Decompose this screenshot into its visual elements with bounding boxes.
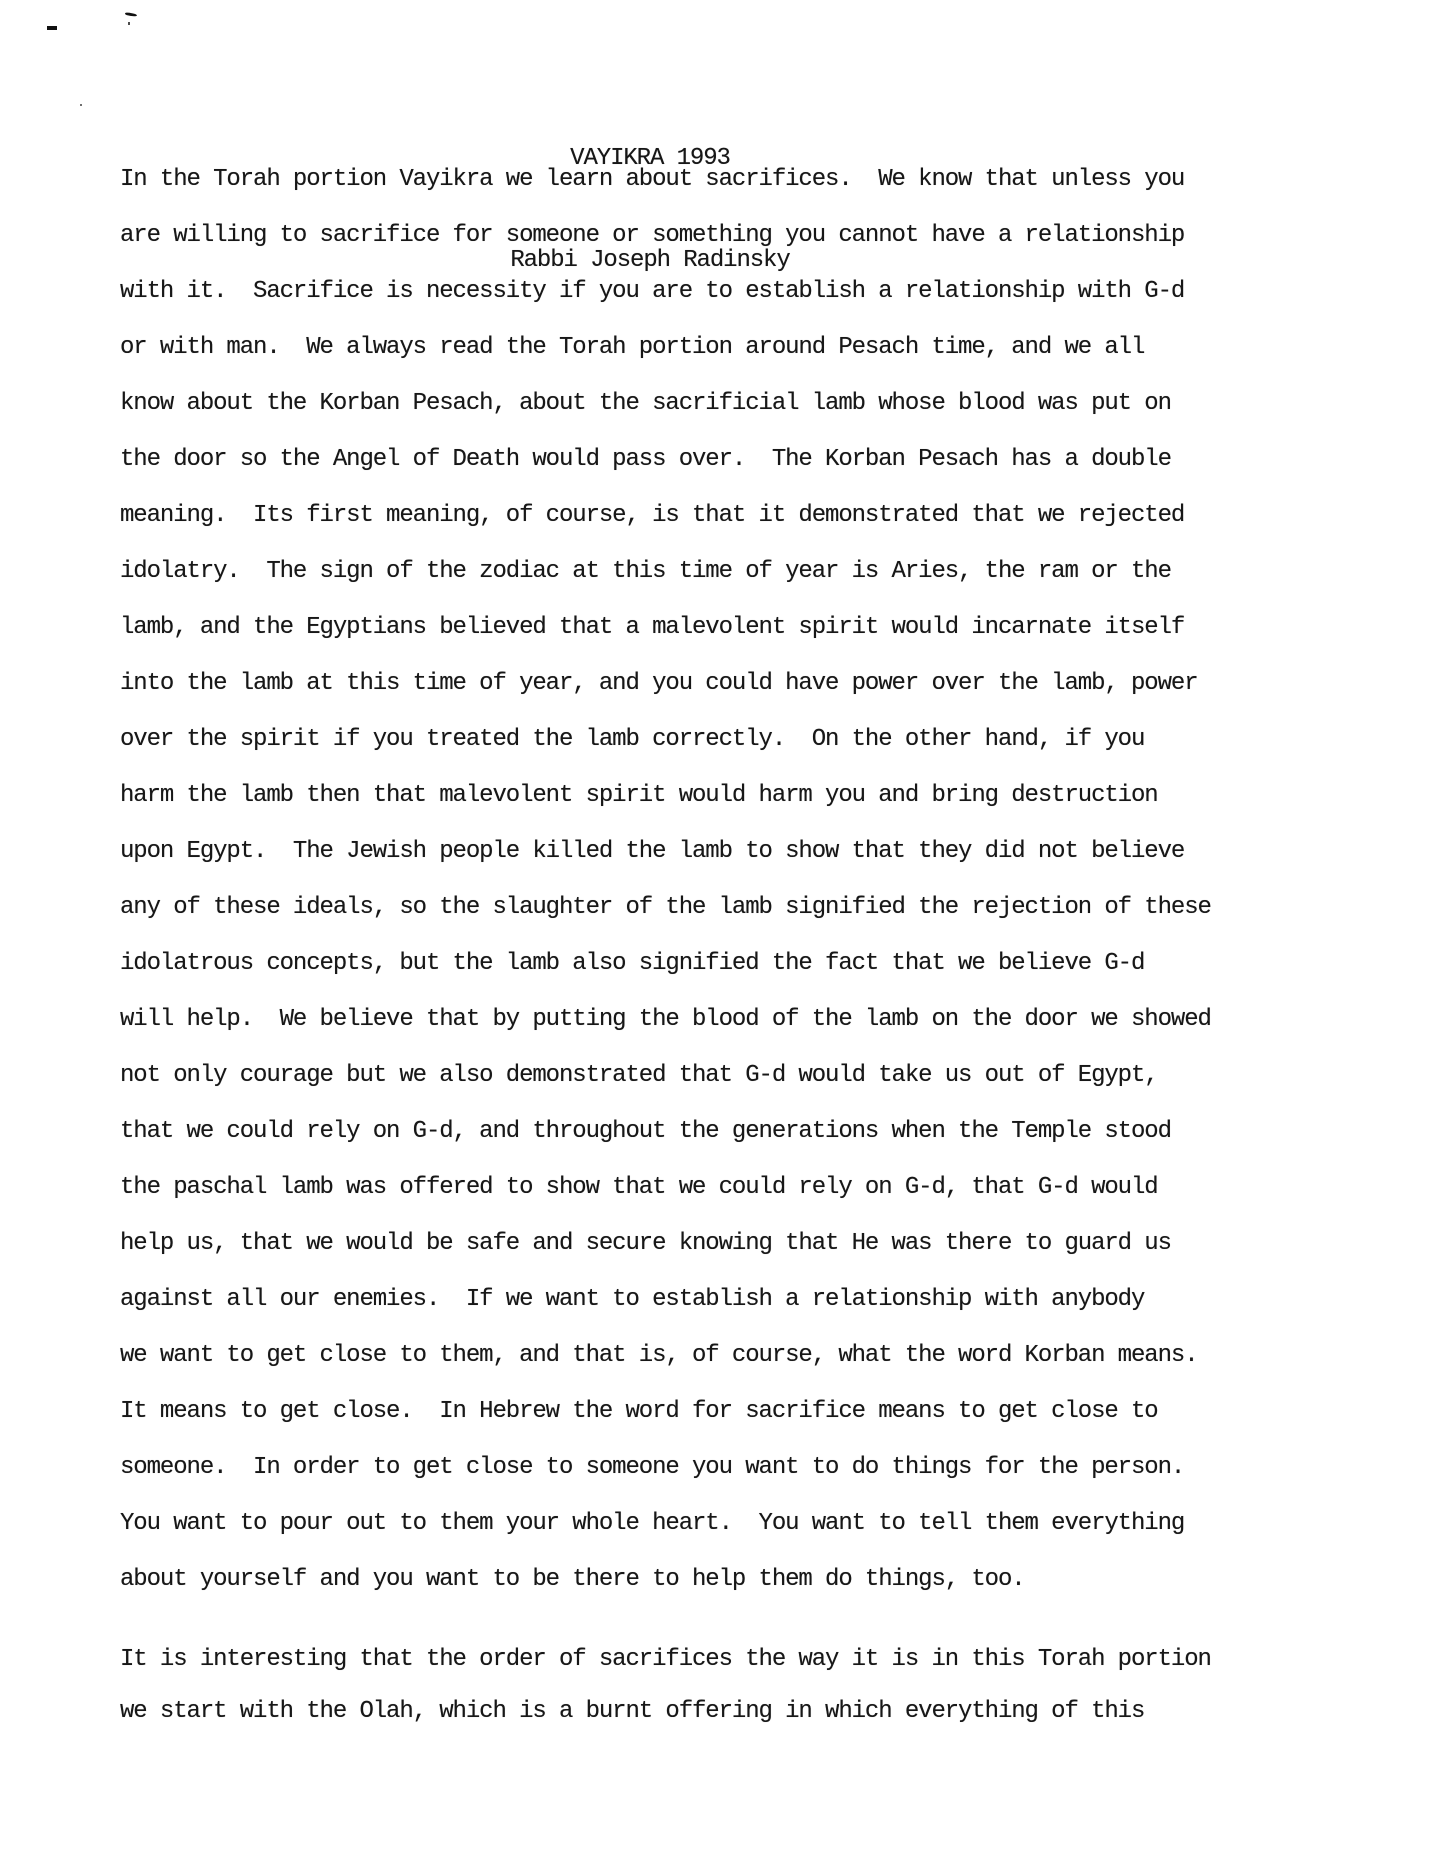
text-line: over the spirit if you treated the lamb correctly. On the other hand, if you [120, 726, 1145, 753]
scan-artifact-tilde [125, 12, 137, 17]
text-line: It is interesting that the order of sacrifices the way it is in this Torah portion [120, 1646, 1211, 1673]
text-line: You want to pour out to them your whole heart. You want to tell them everything [120, 1510, 1185, 1537]
document-body [120, 152, 1211, 1738]
text-line: lamb, and the Egyptians believed that a malevolent spirit would incarnate itself [120, 614, 1185, 641]
document-title: VAYIKRA 1993 [570, 145, 730, 172]
text-line: against all our enemies. If we want to establish a relationship with anybody [120, 1286, 1145, 1313]
scan-artifact-dot [128, 22, 130, 25]
text-line: help us, that we would be safe and secure knowing that He was there to guard us [120, 1230, 1171, 1257]
text-line: we start with the Olah, which is a burnt offering in which everything of this [120, 1698, 1145, 1725]
text-line: the paschal lamb was offered to show that we could rely on G-d, that G-d would [120, 1174, 1158, 1201]
text-line: with it. Sacrifice is necessity if you are to establish a relationship with G-d [120, 278, 1185, 305]
scan-artifact-dash [47, 26, 57, 30]
scan-artifact-dot [80, 104, 82, 106]
text-line: It means to get close. In Hebrew the word for sacrifice means to get close to [120, 1398, 1158, 1425]
text-line: the door so the Angel of Death would pass over. The Korban Pesach has a double [120, 446, 1171, 473]
text-line: any of these ideals, so the slaughter of the lamb signified the rejection of these [120, 894, 1211, 921]
text-line: harm the lamb then that malevolent spirit would harm you and bring destruction [120, 782, 1158, 809]
text-line: not only courage but we also demonstrated that G-d would take us out of Egypt, [120, 1062, 1158, 1089]
text-line: someone. In order to get close to someone you want to do things for the person. [120, 1454, 1185, 1481]
text-line: into the lamb at this time of year, and you could have power over the lamb, power [120, 670, 1198, 697]
document-author: Rabbi Joseph Radinsky [510, 247, 790, 274]
paragraph-sacrifices [120, 152, 1211, 1608]
text-line: upon Egypt. The Jewish people killed the lamb to show that they did not believe [120, 838, 1185, 865]
paragraph-order-of-sacrifices [120, 1634, 1211, 1738]
text-line: will help. We believe that by putting the blood of the lamb on the door we showed [120, 1006, 1211, 1033]
text-line: In the Torah portion Vayikra we learn about sacrifices. We know that unless you [120, 166, 1185, 193]
text-line: idolatrous concepts, but the lamb also signified the fact that we believe G-d [120, 950, 1145, 977]
text-line: that we could rely on G-d, and throughout the generations when the Temple stood [120, 1118, 1171, 1145]
text-line: about yourself and you want to be there to help them do things, too. [120, 1566, 1025, 1593]
text-line: meaning. Its first meaning, of course, is that it demonstrated that we rejected [120, 502, 1185, 529]
text-line: are willing to sacrifice for someone or something you cannot have a relationship [120, 222, 1185, 249]
text-line: know about the Korban Pesach, about the sacrificial lamb whose blood was put on [120, 390, 1171, 417]
text-line: or with man. We always read the Torah portion around Pesach time, and we all [120, 334, 1145, 361]
text-line: idolatry. The sign of the zodiac at this time of year is Aries, the ram or the [120, 558, 1171, 585]
text-line: we want to get close to them, and that is, of course, what the word Korban means. [120, 1342, 1198, 1369]
